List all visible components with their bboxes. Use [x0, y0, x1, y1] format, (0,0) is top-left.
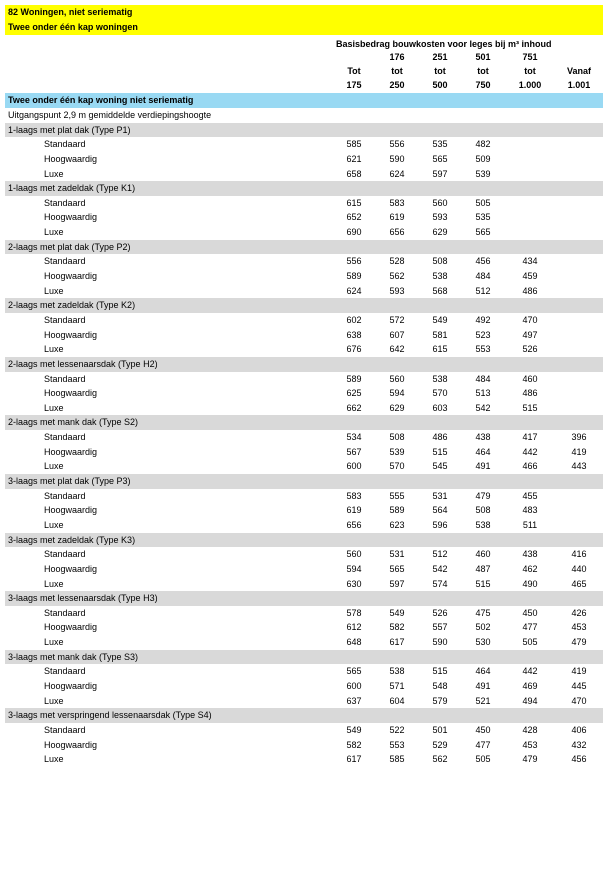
value-cell: 535 — [432, 139, 448, 150]
header-from-2: 251 — [432, 52, 448, 62]
table-row — [5, 210, 603, 225]
value-cell: 596 — [432, 519, 448, 530]
value-cell: 483 — [522, 505, 538, 516]
value-cell: 612 — [346, 622, 362, 633]
value-cell: 555 — [389, 490, 405, 501]
value-cell: 434 — [522, 256, 538, 267]
value-cell: 624 — [389, 168, 405, 179]
header-mid-2: tot — [434, 66, 446, 76]
value-cell: 549 — [346, 724, 362, 735]
value-cell: 594 — [389, 388, 405, 399]
value-cell: 572 — [389, 314, 405, 325]
table-row — [5, 635, 603, 650]
row-label: Standaard — [44, 666, 86, 677]
row-label: Luxe — [44, 402, 64, 413]
value-cell: 470 — [522, 314, 538, 325]
row-label: Standaard — [44, 314, 86, 325]
value-cell: 484 — [475, 373, 491, 384]
value-cell: 582 — [389, 622, 405, 633]
row-label: Luxe — [44, 344, 64, 355]
value-cell: 456 — [571, 754, 587, 765]
value-cell: 629 — [389, 402, 405, 413]
value-cell: 579 — [432, 695, 448, 706]
value-cell: 416 — [571, 549, 587, 560]
group-header: 1-laags met plat dak (Type P1) — [5, 123, 603, 138]
table-row — [5, 372, 603, 387]
value-cell: 464 — [475, 666, 491, 677]
value-cell: 505 — [475, 754, 491, 765]
value-cell: 597 — [389, 578, 405, 589]
value-cell: 464 — [475, 446, 491, 457]
value-cell: 526 — [432, 607, 448, 618]
table-row — [5, 503, 603, 518]
value-cell: 560 — [346, 549, 362, 560]
value-cell: 617 — [389, 637, 405, 648]
value-cell: 658 — [346, 168, 362, 179]
value-cell: 597 — [432, 168, 448, 179]
value-cell: 590 — [389, 153, 405, 164]
value-cell: 565 — [346, 666, 362, 677]
value-cell: 568 — [432, 285, 448, 296]
header-to-3: 750 — [475, 80, 491, 90]
table-row — [5, 547, 603, 562]
value-cell: 594 — [346, 563, 362, 574]
row-label: Standaard — [44, 432, 86, 443]
value-cell: 515 — [432, 666, 448, 677]
value-cell: 442 — [522, 666, 538, 677]
row-label: Standaard — [44, 724, 86, 735]
header-to-2: 500 — [432, 80, 448, 90]
group-header: 3-laags met lessenaarsdak (Type H3) — [5, 591, 603, 606]
value-cell: 477 — [475, 739, 491, 750]
value-cell: 578 — [346, 607, 362, 618]
value-cell: 593 — [432, 212, 448, 223]
value-cell: 538 — [475, 519, 491, 530]
value-cell: 600 — [346, 680, 362, 691]
value-cell: 528 — [389, 256, 405, 267]
value-cell: 440 — [571, 563, 587, 574]
value-cell: 432 — [571, 739, 587, 750]
value-cell: 690 — [346, 227, 362, 238]
table-row — [5, 723, 603, 738]
value-cell: 539 — [475, 168, 491, 179]
value-cell: 426 — [571, 607, 587, 618]
value-cell: 491 — [475, 461, 491, 472]
value-cell: 630 — [346, 578, 362, 589]
value-cell: 581 — [432, 329, 448, 340]
value-cell: 542 — [432, 563, 448, 574]
value-cell: 497 — [522, 329, 538, 340]
value-cell: 556 — [346, 256, 362, 267]
value-cell: 603 — [432, 402, 448, 413]
value-cell: 617 — [346, 754, 362, 765]
row-label: Standaard — [44, 373, 86, 384]
table-row — [5, 254, 603, 269]
value-cell: 553 — [389, 739, 405, 750]
value-cell: 560 — [432, 197, 448, 208]
value-cell: 459 — [522, 271, 538, 282]
value-cell: 530 — [475, 637, 491, 648]
row-label: Hoogwaardig — [44, 153, 98, 164]
row-label: Hoogwaardig — [44, 446, 98, 457]
table-row — [5, 489, 603, 504]
group-header: 3-laags met verspringend lessenaarsdak (Type S4) — [5, 708, 603, 723]
header-mid-1: tot — [391, 66, 403, 76]
row-label: Hoogwaardig — [44, 388, 98, 399]
value-cell: 538 — [432, 271, 448, 282]
table-row — [5, 269, 603, 284]
value-cell: 482 — [475, 139, 491, 150]
value-cell: 589 — [346, 271, 362, 282]
value-cell: 491 — [475, 680, 491, 691]
value-cell: 460 — [522, 373, 538, 384]
group-header: 2-laags met mank dak (Type S2) — [5, 415, 603, 430]
value-cell: 529 — [432, 739, 448, 750]
row-label: Hoogwaardig — [44, 739, 98, 750]
row-label: Luxe — [44, 695, 64, 706]
value-cell: 567 — [346, 446, 362, 457]
value-cell: 509 — [475, 153, 491, 164]
row-label: Standaard — [44, 490, 86, 501]
value-cell: 565 — [475, 227, 491, 238]
value-cell: 656 — [389, 227, 405, 238]
row-label: Standaard — [44, 607, 86, 618]
value-cell: 492 — [475, 314, 491, 325]
value-cell: 562 — [389, 271, 405, 282]
header-from-1: 176 — [389, 52, 405, 62]
value-cell: 564 — [432, 505, 448, 516]
value-cell: 549 — [432, 314, 448, 325]
value-cell: 487 — [475, 563, 491, 574]
header-to-0: 175 — [346, 80, 362, 90]
value-cell: 460 — [475, 549, 491, 560]
value-cell: 512 — [475, 285, 491, 296]
value-cell: 600 — [346, 461, 362, 472]
value-cell: 585 — [346, 139, 362, 150]
value-cell: 428 — [522, 724, 538, 735]
value-cell: 615 — [346, 197, 362, 208]
header-from-3: 501 — [475, 52, 491, 62]
row-label: Luxe — [44, 285, 64, 296]
value-cell: 417 — [522, 432, 538, 443]
value-cell: 602 — [346, 314, 362, 325]
header-to-1: 250 — [389, 80, 405, 90]
table-row — [5, 620, 603, 635]
value-cell: 419 — [571, 666, 587, 677]
value-cell: 494 — [522, 695, 538, 706]
group-header: 2-laags met plat dak (Type P2) — [5, 240, 603, 255]
group-header: 3-laags met plat dak (Type P3) — [5, 474, 603, 489]
title-band — [5, 5, 603, 35]
value-cell: 443 — [571, 461, 587, 472]
value-cell: 484 — [475, 271, 491, 282]
value-cell: 542 — [475, 402, 491, 413]
value-cell: 545 — [432, 461, 448, 472]
value-cell: 526 — [522, 344, 538, 355]
table-row — [5, 664, 603, 679]
table-row — [5, 284, 603, 299]
group-header: 2-laags met lessenaarsdak (Type H2) — [5, 357, 603, 372]
row-label: Standaard — [44, 549, 86, 560]
value-cell: 531 — [389, 549, 405, 560]
header-mid-0: Tot — [347, 66, 361, 76]
header-mid-5: Vanaf — [566, 66, 591, 76]
value-cell: 511 — [522, 519, 538, 530]
row-label: Luxe — [44, 637, 64, 648]
row-label: Hoogwaardig — [44, 622, 98, 633]
table-row — [5, 386, 603, 401]
value-cell: 450 — [475, 724, 491, 735]
value-cell: 565 — [389, 563, 405, 574]
row-label: Luxe — [44, 519, 64, 530]
table-row — [5, 137, 603, 152]
value-cell: 455 — [522, 490, 538, 501]
value-cell: 652 — [346, 212, 362, 223]
value-cell: 523 — [475, 329, 491, 340]
value-cell: 619 — [389, 212, 405, 223]
value-cell: 621 — [346, 153, 362, 164]
value-cell: 453 — [522, 739, 538, 750]
value-cell: 548 — [432, 680, 448, 691]
table-row — [5, 225, 603, 240]
value-cell: 462 — [522, 563, 538, 574]
value-cell: 535 — [475, 212, 491, 223]
value-cell: 539 — [389, 446, 405, 457]
group-header: 1-laags met zadeldak (Type K1) — [5, 181, 603, 196]
header-mid-3: tot — [477, 66, 489, 76]
row-label: Luxe — [44, 578, 64, 589]
value-cell: 619 — [346, 505, 362, 516]
value-cell: 419 — [571, 446, 587, 457]
value-cell: 557 — [432, 622, 448, 633]
table-row — [5, 679, 603, 694]
row-label: Hoogwaardig — [44, 329, 98, 340]
table-row — [5, 694, 603, 709]
table-row — [5, 577, 603, 592]
value-cell: 513 — [475, 388, 491, 399]
value-cell: 479 — [522, 754, 538, 765]
value-cell: 623 — [389, 519, 405, 530]
value-cell: 406 — [571, 724, 587, 735]
value-cell: 486 — [522, 285, 538, 296]
value-cell: 593 — [389, 285, 405, 296]
value-cell: 512 — [432, 549, 448, 560]
value-cell: 553 — [475, 344, 491, 355]
value-cell: 522 — [389, 724, 405, 735]
table-row — [5, 738, 603, 753]
value-cell: 538 — [389, 666, 405, 677]
value-cell: 534 — [346, 432, 362, 443]
value-cell: 479 — [571, 637, 587, 648]
cost-table — [5, 108, 603, 767]
value-cell: 583 — [389, 197, 405, 208]
table-row — [5, 445, 603, 460]
value-cell: 590 — [432, 637, 448, 648]
value-cell: 607 — [389, 329, 405, 340]
header-to-4: 1.000 — [518, 80, 542, 90]
table-row — [5, 313, 603, 328]
table-row — [5, 430, 603, 445]
table-row — [5, 328, 603, 343]
value-cell: 560 — [389, 373, 405, 384]
value-cell: 589 — [389, 505, 405, 516]
value-cell: 502 — [475, 622, 491, 633]
value-cell: 456 — [475, 256, 491, 267]
value-cell: 538 — [432, 373, 448, 384]
value-cell: 656 — [346, 519, 362, 530]
row-label: Hoogwaardig — [44, 271, 98, 282]
title-line-2: Twee onder één kap woningen — [8, 22, 138, 32]
row-label: Luxe — [44, 754, 64, 765]
row-label: Standaard — [44, 197, 86, 208]
row-label: Luxe — [44, 227, 64, 238]
value-cell: 396 — [571, 432, 587, 443]
value-cell: 515 — [475, 578, 491, 589]
value-cell: 583 — [346, 490, 362, 501]
table-row — [5, 562, 603, 577]
value-cell: 465 — [571, 578, 587, 589]
table-row — [5, 606, 603, 621]
row-label: Hoogwaardig — [44, 563, 98, 574]
value-cell: 508 — [432, 256, 448, 267]
table-row — [5, 167, 603, 182]
table-row — [5, 152, 603, 167]
value-cell: 676 — [346, 344, 362, 355]
value-cell: 470 — [571, 695, 587, 706]
value-cell: 531 — [432, 490, 448, 501]
value-cell: 515 — [522, 402, 538, 413]
note: Uitgangspunt 2,9 m gemiddelde verdiepingshoogte — [8, 110, 212, 120]
row-label: Standaard — [44, 256, 86, 267]
row-label: Hoogwaardig — [44, 212, 98, 223]
value-cell: 574 — [432, 578, 448, 589]
section-header: Twee onder één kap woning niet seriematig — [5, 93, 603, 108]
value-cell: 469 — [522, 680, 538, 691]
row-label: Hoogwaardig — [44, 680, 98, 691]
table-row — [5, 518, 603, 533]
value-cell: 582 — [346, 739, 362, 750]
value-cell: 589 — [346, 373, 362, 384]
value-cell: 505 — [475, 197, 491, 208]
group-header: 2-laags met zadeldak (Type K2) — [5, 298, 603, 313]
value-cell: 648 — [346, 637, 362, 648]
row-label: Standaard — [44, 139, 86, 150]
value-cell: 629 — [432, 227, 448, 238]
table-row — [5, 459, 603, 474]
value-cell: 486 — [432, 432, 448, 443]
value-cell: 570 — [389, 461, 405, 472]
value-cell: 604 — [389, 695, 405, 706]
value-cell: 438 — [522, 549, 538, 560]
header-to-5: 1.001 — [567, 80, 591, 90]
value-cell: 642 — [389, 344, 405, 355]
title-line-1: 82 Woningen, niet seriematig — [8, 7, 133, 17]
value-cell: 505 — [522, 637, 538, 648]
value-cell: 466 — [522, 461, 538, 472]
value-cell: 662 — [346, 402, 362, 413]
value-cell: 585 — [389, 754, 405, 765]
value-cell: 556 — [389, 139, 405, 150]
value-cell: 508 — [389, 432, 405, 443]
value-cell: 515 — [432, 446, 448, 457]
value-cell: 453 — [571, 622, 587, 633]
row-label: Luxe — [44, 168, 64, 179]
table-row — [5, 401, 603, 416]
value-cell: 638 — [346, 329, 362, 340]
table-row — [5, 752, 603, 767]
table-row — [5, 196, 603, 211]
value-cell: 501 — [432, 724, 448, 735]
value-cell: 490 — [522, 578, 538, 589]
group-header: 3-laags met zadeldak (Type K3) — [5, 533, 603, 548]
value-cell: 615 — [432, 344, 448, 355]
value-cell: 477 — [522, 622, 538, 633]
value-cell: 479 — [475, 490, 491, 501]
value-cell: 625 — [346, 388, 362, 399]
value-cell: 508 — [475, 505, 491, 516]
value-cell: 486 — [522, 388, 538, 399]
value-cell: 475 — [475, 607, 491, 618]
row-label: Luxe — [44, 461, 64, 472]
value-cell: 571 — [389, 680, 405, 691]
value-cell: 521 — [475, 695, 491, 706]
value-cell: 445 — [571, 680, 587, 691]
value-cell: 624 — [346, 285, 362, 296]
header-from-4: 751 — [522, 52, 538, 62]
value-cell: 637 — [346, 695, 362, 706]
value-cell: 565 — [432, 153, 448, 164]
table-row — [5, 342, 603, 357]
value-cell: 442 — [522, 446, 538, 457]
group-header: 3-laags met mank dak (Type S3) — [5, 650, 603, 665]
header-caption: Basisbedrag bouwkosten voor leges bij m³ inhoud — [336, 39, 552, 49]
header-mid-4: tot — [524, 66, 536, 76]
value-cell: 450 — [522, 607, 538, 618]
row-label: Hoogwaardig — [44, 505, 98, 516]
value-cell: 570 — [432, 388, 448, 399]
value-cell: 549 — [389, 607, 405, 618]
value-cell: 438 — [475, 432, 491, 443]
value-cell: 562 — [432, 754, 448, 765]
